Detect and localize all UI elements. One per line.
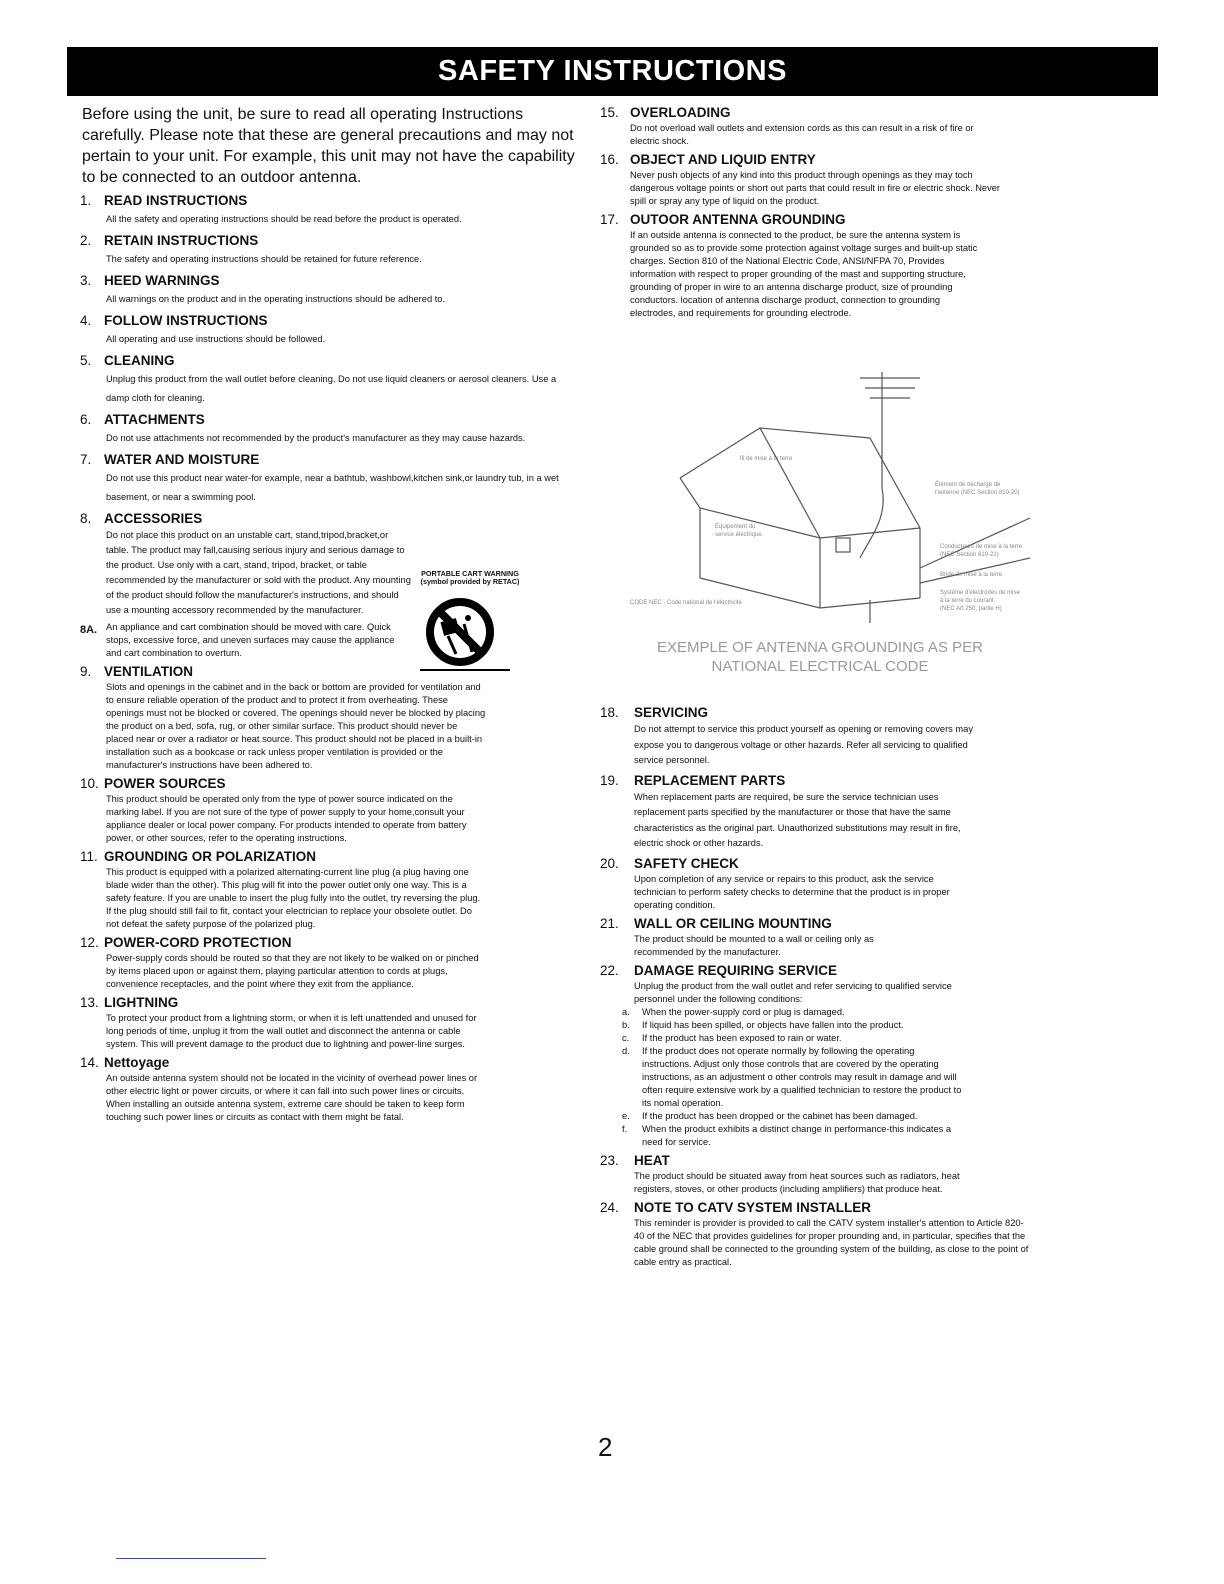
- section-24: [600, 1199, 1040, 1269]
- section-body: Unplug the product from the wall outlet and refer servicing to qualified service personnel under the following conditions:: [634, 980, 952, 1004]
- section-21: [600, 915, 1040, 959]
- list-item: [622, 1019, 992, 1032]
- section-body: Slots and openings in the cabinet and in the back or bottom are provided for ventilation and to ensure reliable operation of the product and to protect it from overheating. These openings must not be blocked or covered. The openings should never be blocked by placing the product on a bed, sofa, rug, or other similar surface. This product should never be placed near or over a radiator or heat source. This product should not be placed in a built-in installation such as a bookcase or rack unless proper ventilation is provided or the manufacturer's instructions have been adhered to.: [106, 682, 486, 770]
- antenna-grounding-illustration: [620, 368, 1060, 633]
- section-number: 10.: [80, 776, 99, 791]
- section-body: Unplug this product from the wall outlet before cleaning. Do not use liquid cleaners or aerosol cleaners. Use a damp cloth for cleaning.: [106, 374, 557, 403]
- section-body: The product should be mounted to a wall or ceiling only as recommended by the manufacturer.: [634, 933, 874, 957]
- diagram-label: Équipement du: [715, 524, 756, 530]
- section-title: Nettoyage: [104, 1055, 170, 1070]
- section-15: [600, 104, 1040, 148]
- section-13: [80, 994, 575, 1051]
- section-body: The product should be situated away from heat sources such as radiators, heat registers, stoves, or other products (including amplifiers) that produce heat.: [634, 1170, 960, 1194]
- list-letter: d.: [622, 1045, 630, 1056]
- list-item: [622, 1123, 992, 1149]
- cart-warning-caption: PORTABLE CART WARNING: [421, 569, 519, 578]
- section-title: OBJECT AND LIQUID ENTRY: [630, 152, 816, 167]
- section-number: 4.: [80, 313, 92, 328]
- section-body: Power-supply cords should be routed so that they are not likely to be walked on or pinched by items placed upon or against them, playing particular attention to cords at plugs, convenience receptacles, and the point where they exit from the appliance.: [106, 953, 479, 989]
- diagram-caption: [620, 638, 1020, 676]
- section-number: 1.: [80, 193, 92, 208]
- section-3: [80, 272, 575, 309]
- section-11: [80, 848, 575, 931]
- section-number: 16.: [600, 152, 619, 167]
- diagram-label: (NEC Section 810-21): [940, 552, 999, 558]
- section-title: SAFETY CHECK: [634, 855, 739, 871]
- diagram-label: l'antenne (NEC Section 810-20): [935, 490, 1020, 496]
- right-column-top: [600, 104, 1040, 323]
- section-title: NOTE TO CATV SYSTEM INSTALLER: [634, 1199, 872, 1215]
- list-letter: b.: [622, 1019, 630, 1030]
- section-body: All warnings on the product and in the operating instructions should be adhered to.: [106, 294, 446, 304]
- section-12: [80, 934, 575, 991]
- condition-list: [622, 1006, 992, 1149]
- section-7: [80, 451, 575, 507]
- list-text: If the product has been exposed to rain or water.: [642, 1032, 842, 1043]
- section-title: RETAIN INSTRUCTIONS: [104, 233, 259, 248]
- section-number: 14.: [80, 1055, 99, 1070]
- diagram-label: fil de mise à la terre: [740, 456, 793, 462]
- list-item: [622, 1006, 992, 1019]
- section-title: HEED WARNINGS: [104, 273, 220, 288]
- list-item: [622, 1032, 992, 1045]
- list-item: [622, 1045, 992, 1110]
- section-20: [600, 855, 1040, 912]
- section-title: POWER SOURCES: [104, 776, 226, 791]
- list-letter: a.: [622, 1006, 630, 1017]
- list-text: If the product has been dropped or the cabinet has been damaged.: [642, 1110, 918, 1121]
- diagram-label: (NEC Art 250, partie H): [940, 606, 1002, 612]
- page-number: 2: [598, 1432, 613, 1462]
- section-number: 3.: [80, 273, 92, 288]
- section-body: This product is equipped with a polarized alternating-current line plug (a plug having one blade wider than the other). This plug will fit into the power outlet only one way. This is a safety feature. If you are unable to insert the plug fully into the outlet, try reversing the plug. If the plug should still fail to fit, contact your electrician to replace your obsolete outlet. Do not defeat the safety purpose of the polarized plug.: [106, 867, 481, 929]
- section-body: All the safety and operating instructions should be read before the product is operated.: [106, 214, 462, 224]
- footer-divider: [116, 1558, 266, 1559]
- section-2: [80, 232, 575, 269]
- section-10: [80, 775, 575, 845]
- section-17: [600, 211, 1040, 320]
- section-title: WALL OR CEILING MOUNTING: [634, 915, 832, 931]
- section-title: OVERLOADING: [630, 105, 731, 120]
- section-number: 13.: [80, 995, 99, 1010]
- page-title: SAFETY INSTRUCTIONS: [67, 47, 1158, 96]
- section-5: [80, 352, 575, 408]
- section-title: OUTOOR ANTENNA GROUNDING: [630, 212, 846, 227]
- diagram-label: à la terre du courant: [940, 598, 994, 604]
- section-body: Do not attempt to service this product yourself as opening or removing covers may expose you to dangerous voltage or other hazards. Refer all servicing to qualified service personnel.: [634, 724, 973, 765]
- section-number: 5.: [80, 353, 92, 368]
- section-16: [600, 151, 1040, 208]
- diagram-caption-line-2: NATIONAL ELECTRICAL CODE: [711, 658, 929, 675]
- diagram-label: Conducteurs de mise à la terre: [940, 544, 1023, 550]
- left-column: [80, 104, 575, 1127]
- section-body: To protect your product from a lightning storm, or when it is left unattended and unused for long periods of time, unplug it from the wall outlet and disconnect the antenna or cable system. This will prevent damage to the product due to lightning and power-line surges.: [106, 1013, 477, 1049]
- section-body: Do not place this product on an unstable cart, stand,tripod,bracket,or table. The product may fall,causing serious injury and serious damage to the product. Use only with a cart, stand, tripod, bracket, or table recommended by the manufacturer or sold with the product. Any mounting of the product should follow the manufacturer's instructions, and should use a mounting accessory recommended by the manufacturer.: [106, 530, 411, 615]
- section-14: [80, 1054, 575, 1124]
- section-22: [600, 962, 1040, 1149]
- section-body: All operating and use instructions should be followed.: [106, 334, 326, 344]
- diagram-label: CODE NEC - Code national de l'électricité: [630, 600, 742, 606]
- diagram-label: Système d'électrodes de mise: [940, 590, 1020, 596]
- section-body: An outside antenna system should not be located in the vicinity of overhead power lines or other electric light or power circuits, or where it can fall into such power lines or circuits. When installing an outside antenna system, extreme care should be taken to keep form touching such power lines or circuits as contact with them might be fatal.: [106, 1073, 478, 1122]
- section-number: 8A.: [80, 624, 98, 636]
- section-title: REPLACEMENT PARTS: [634, 772, 786, 788]
- list-text: When the product exhibits a distinct change in performance-this indicates a need for service.: [642, 1123, 952, 1147]
- section-number: 24.: [600, 1199, 619, 1215]
- section-23: [600, 1152, 1040, 1196]
- cart-warning-source: (symbol provided by RETAC): [420, 577, 520, 586]
- list-letter: c.: [622, 1032, 630, 1043]
- list-letter: f.: [622, 1123, 628, 1134]
- section-body: The safety and operating instructions should be retained for future reference.: [106, 254, 422, 264]
- diagram-label: Élément de décharge de: [935, 482, 1001, 488]
- section-title: CLEANING: [104, 353, 175, 368]
- section-title: ACCESSORIES: [104, 511, 203, 526]
- antenna-grounding-diagram: [620, 368, 1060, 683]
- section-title: ATTACHMENTS: [104, 412, 205, 427]
- section-number: 2.: [80, 233, 92, 248]
- section-8: [80, 510, 575, 618]
- section-number: 19.: [600, 772, 619, 788]
- section-number: 6.: [80, 412, 92, 427]
- section-number: 23.: [600, 1152, 619, 1168]
- section-title: VENTILATION: [104, 664, 193, 679]
- list-text: When the power-supply cord or plug is damaged.: [642, 1006, 845, 1017]
- right-column-bottom: [600, 704, 1040, 1272]
- section-number: 22.: [600, 962, 619, 978]
- section-body: When replacement parts are required, be sure the service technician uses replacement parts specified by the manufacturer or those that have the same characteristics as the original part. Unauthorized substitutions may result in fire, electric shock or other hazards.: [634, 791, 961, 848]
- section-title: WATER AND MOISTURE: [104, 452, 260, 467]
- section-body: This reminder is provider is provided to call the CATV system installer's attention to Article 820-40 of the NEC that provides guidelines for proper prounding and, in particular, specifies that the cable ground shall be connected to the grounding system of the building, as close to the point of cable entry as practical.: [634, 1217, 1029, 1267]
- diagram-label: Bride de mise à la terre: [940, 572, 1003, 578]
- diagram-caption-line-1: EXEMPLE OF ANTENNA GROUNDING AS PER: [657, 639, 983, 656]
- section-title: POWER-CORD PROTECTION: [104, 935, 292, 950]
- section-body: Do not use attachments not recommended by the product's manufacturer as they may cause hazards.: [106, 433, 526, 443]
- section-number: 21.: [600, 915, 619, 931]
- section-number: 20.: [600, 855, 619, 871]
- section-body: An appliance and cart combination should be moved with care. Quick stops, excessive force, and uneven surfaces may cause the appliance and cart combination to overturn.: [106, 622, 395, 658]
- section-6: [80, 411, 575, 448]
- section-body: Do not use this product near water-for example, near a bathtub, washbowl,kitchen sink,or laundry tub, in a wet basement, or near a swimming pool.: [106, 473, 559, 502]
- section-4: [80, 312, 575, 349]
- section-title: FOLLOW INSTRUCTIONS: [104, 313, 268, 328]
- section-19: [600, 772, 1040, 852]
- list-text: If the product does not operate normally by following the operating instructions. Adjust only those controls that are covered by the operating instructions, as an adjustment o other controls may result in damage and will often require extensive work by a qualified technician to restore the product to its nomal operation.: [642, 1045, 962, 1108]
- section-body: This product should be operated only from the type of power source indicated on the marking label. If you are not sure of the type of power supply to your home,consult your appliance dealer or local power company. For products intended to operate from battery power, or other sources, refer to the operating instructions.: [106, 794, 467, 843]
- section-number: 12.: [80, 935, 99, 950]
- section-title: LIGHTNING: [104, 995, 179, 1010]
- section-title: DAMAGE REQUIRING SERVICE: [634, 962, 838, 978]
- section-title: SERVICING: [634, 705, 709, 720]
- section-number: 15.: [600, 105, 619, 120]
- section-1: [80, 192, 575, 229]
- section-title: READ INSTRUCTIONS: [104, 193, 248, 208]
- section-title: HEAT: [634, 1152, 670, 1168]
- section-number: 11.: [80, 849, 98, 864]
- section-8a: [80, 621, 575, 663]
- section-number: 7.: [80, 452, 92, 467]
- intro-paragraph: Before using the unit, be sure to read all operating Instructions carefully. Please note that these are general precautions and may not pertain to your unit. For example, this unit may not have the capability to be connected to an outdoor antenna.: [82, 106, 575, 186]
- diagram-label: service électrique: [715, 532, 762, 538]
- list-text: If liquid has been spilled, or objects have fallen into the product.: [642, 1019, 904, 1030]
- list-item: [622, 1110, 992, 1123]
- section-number: 17.: [600, 212, 619, 227]
- section-body: If an outside antenna is connected to the product, be sure the antenna system is grounded so as to provide some protection against voltage surges and built-up static charges. Section 810 of the National Electric Code, ANSI/NFPA 70, Provides information with respect to proper grounding of the mast and supporting structure, grounding of proper in wire to an antenna discharge product, size of prounding conductors. location of antenna discharge product, connection to grounding electrodes, and requirements for grounding electrode.: [630, 230, 978, 318]
- section-number: 9.: [80, 664, 92, 679]
- section-9: [80, 663, 575, 772]
- section-body: Never push objects of any kind into this product through openings as they may toch dangerous voltage points or short out parts that could result in fire or electric shock. Never spill or spray any type of liquid on the product.: [630, 170, 1000, 206]
- list-letter: e.: [622, 1110, 630, 1121]
- section-18: [600, 704, 1040, 769]
- section-body: Upon completion of any service or repairs to this product, ask the service technician to perform safety checks to determine that the product is in proper operating condition.: [634, 873, 950, 910]
- section-title: GROUNDING OR POLARIZATION: [104, 849, 316, 864]
- section-body: Do not overload wall outlets and extension cords as this can result in a risk of fire or electric shock.: [630, 123, 974, 146]
- section-number: 8.: [80, 511, 92, 526]
- section-number: 18.: [600, 705, 619, 720]
